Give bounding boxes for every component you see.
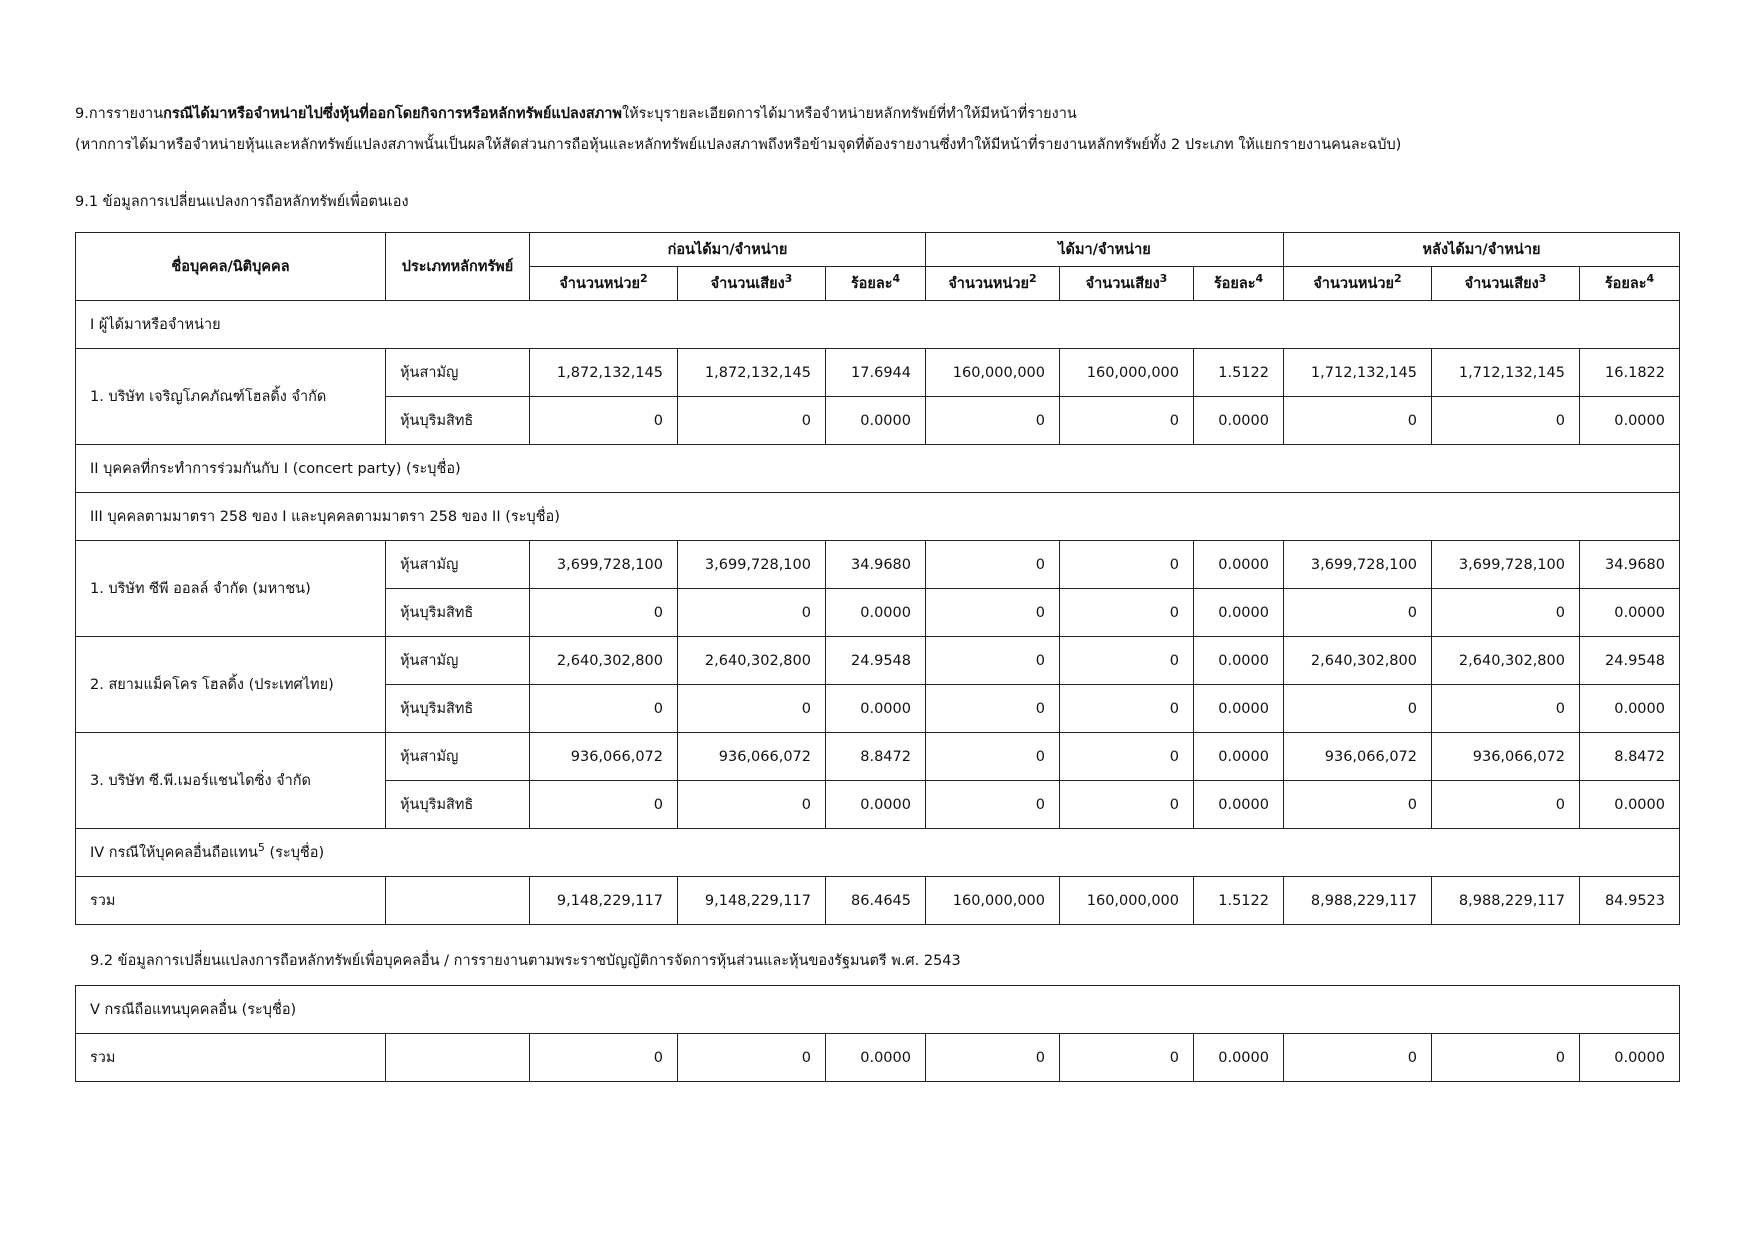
value-cell: 3,699,728,100 [1432,541,1580,589]
value-cell: 0 [678,781,826,829]
holder-name: 1. บริษัท เจริญโภคภัณฑ์โฮลดิ้ง จำกัด [76,349,386,445]
header-type: ประเภทหลักทรัพย์ [386,233,530,301]
intro-bold: กรณีได้มาหรือจำหน่ายไปซึ่งหุ้นที่ออกโดยกิจการหรือหลักทรัพย์แปลงสภาพ [163,106,622,122]
value-cell: 0 [678,685,826,733]
value-cell: 160,000,000 [1060,877,1194,925]
intro-line-2: (หากการได้มาหรือจำหน่ายหุ้นและหลักทรัพย์แปลงสภาพนั้นเป็นผลให้สัดส่วนการถือหุ้นและหลักทรัพย์แปลงสภาพถึงหรือข้ามจุดที่ต้องรายงานซึ่งทำให้มีหน้าที่รายงานหลักทรัพย์ทั้ง 2 ประเภท ให้แยกรายงานคนละฉบับ) [75,137,1402,153]
value-cell: 0 [1060,541,1194,589]
value-cell: 0 [926,685,1060,733]
value-cell: 0.0000 [826,781,926,829]
value-cell: 3,699,728,100 [530,541,678,589]
value-cell: 1,712,132,145 [1284,349,1432,397]
value-cell: 0 [530,1034,678,1082]
value-cell: 0 [1060,637,1194,685]
value-cell: 0.0000 [1580,589,1680,637]
value-cell: 1,872,132,145 [678,349,826,397]
holder-name: 2. สยามแม็คโคร โฮลดิ้ง (ประเทศไทย) [76,637,386,733]
value-cell: 0 [678,1034,826,1082]
security-type: หุ้นสามัญ [386,733,530,781]
table-row [76,541,1680,589]
value-cell: 0 [1284,589,1432,637]
value-cell: 0 [1284,1034,1432,1082]
value-cell: 9,148,229,117 [530,877,678,925]
total-row [76,877,1680,925]
total-row [76,1034,1680,1082]
value-cell: 1.5122 [1194,349,1284,397]
value-cell: 0 [1284,685,1432,733]
holdings-table [75,232,1680,925]
value-cell: 0 [1284,781,1432,829]
value-cell: 0 [1284,397,1432,445]
value-cell: 0.0000 [1194,781,1284,829]
value-cell: 8.8472 [1580,733,1680,781]
value-cell: 3,699,728,100 [1284,541,1432,589]
holder-name: 3. บริษัท ซี.พี.เมอร์แชนไดซิ่ง จำกัด [76,733,386,829]
section-9-1-title: 9.1 ข้อมูลการเปลี่ยนแปลงการถือหลักทรัพย์เพื่อตนเอง [75,194,409,210]
value-cell: 936,066,072 [678,733,826,781]
value-cell: 0.0000 [1194,637,1284,685]
value-cell: 2,640,302,800 [1432,637,1580,685]
value-cell: 0 [1060,397,1194,445]
value-cell: 0.0000 [1580,781,1680,829]
value-cell: 0.0000 [1194,733,1284,781]
value-cell: 0 [678,397,826,445]
value-cell: 0 [530,781,678,829]
value-cell: 936,066,072 [1284,733,1432,781]
table-row [76,637,1680,685]
header-name: ชื่อบุคคล/นิติบุคคล [76,233,386,301]
value-cell: 9,148,229,117 [678,877,826,925]
value-cell: 0 [1432,1034,1580,1082]
proxy-holdings-table [75,985,1680,1082]
value-cell: 0.0000 [826,589,926,637]
value-cell: 16.1822 [1580,349,1680,397]
section-row-ii: II บุคคลที่กระทำการร่วมกันกับ I (concert party) (ระบุชื่อ) [76,445,1680,493]
value-cell: 936,066,072 [1432,733,1580,781]
value-cell: 0.0000 [826,397,926,445]
value-cell: 34.9680 [826,541,926,589]
holder-name: 1. บริษัท ซีพี ออลล์ จำกัด (มหาชน) [76,541,386,637]
value-cell: 2,640,302,800 [678,637,826,685]
value-cell: 0.0000 [1194,397,1284,445]
value-cell: 84.9523 [1580,877,1680,925]
table-row [76,349,1680,397]
header-pct: ร้อยละ$^4$ [1580,267,1680,301]
section-row-iv: IV กรณีให้บุคคลอื่นถือแทน$^5$ (ระบุชื่อ) [76,829,1680,877]
value-cell: 0 [926,397,1060,445]
value-cell: 24.9548 [1580,637,1680,685]
value-cell: 1,872,132,145 [530,349,678,397]
value-cell: 160,000,000 [926,877,1060,925]
total-label: รวม [76,877,386,925]
value-cell: 0 [1060,733,1194,781]
value-cell: 0 [530,685,678,733]
value-cell: 0 [1060,1034,1194,1082]
header-votes: จำนวนเสียง$^3$ [1432,267,1580,301]
security-type: หุ้นบุริมสิทธิ [386,397,530,445]
header-before: ก่อนได้มา/จำหน่าย [530,233,926,267]
value-cell: 0 [1432,589,1580,637]
value-cell: 0.0000 [1194,541,1284,589]
header-after: หลังได้มา/จำหน่าย [1284,233,1680,267]
value-cell: 34.9680 [1580,541,1680,589]
value-cell: 160,000,000 [926,349,1060,397]
empty-cell [386,877,530,925]
section-row-iii: III บุคคลตามมาตรา 258 ของ I และบุคคลตามมาตรา 258 ของ II (ระบุชื่อ) [76,493,1680,541]
total-label: รวม [76,1034,386,1082]
value-cell: 1,712,132,145 [1432,349,1580,397]
header-units: จำนวนหน่วย$^2$ [1284,267,1432,301]
value-cell: 0 [530,589,678,637]
security-type: หุ้นบุริมสิทธิ [386,685,530,733]
intro-line-1 [75,102,1077,125]
header-units: จำนวนหน่วย$^2$ [926,267,1060,301]
value-cell: 0 [1432,781,1580,829]
value-cell: 0.0000 [1580,397,1680,445]
value-cell: 0 [1432,397,1580,445]
value-cell: 0 [1432,685,1580,733]
security-type: หุ้นสามัญ [386,637,530,685]
value-cell: 0 [1060,589,1194,637]
value-cell: 8.8472 [826,733,926,781]
value-cell: 8,988,229,117 [1432,877,1580,925]
section-9-2-title: 9.2 ข้อมูลการเปลี่ยนแปลงการถือหลักทรัพย์เพื่อบุคคลอื่น / การรายงานตามพระราชบัญญัติการจัดการหุ้นส่วนและหุ้นของรัฐมนตรี พ.ศ. 2543 [90,953,961,969]
value-cell: 0 [926,781,1060,829]
table-row [76,733,1680,781]
header-votes: จำนวนเสียง$^3$ [678,267,826,301]
value-cell: 0.0000 [826,685,926,733]
value-cell: 2,640,302,800 [1284,637,1432,685]
value-cell: 0 [926,541,1060,589]
value-cell: 0 [926,733,1060,781]
value-cell: 1.5122 [1194,877,1284,925]
header-pct: ร้อยละ$^4$ [826,267,926,301]
empty-cell [386,1034,530,1082]
security-type: หุ้นบุริมสิทธิ [386,589,530,637]
section-row-v: V กรณีถือแทนบุคคลอื่น (ระบุชื่อ) [76,986,1680,1034]
header-units: จำนวนหน่วย$^2$ [530,267,678,301]
section-row-i: I ผู้ได้มาหรือจำหน่าย [76,301,1680,349]
value-cell: 3,699,728,100 [678,541,826,589]
header-votes: จำนวนเสียง$^3$ [1060,267,1194,301]
value-cell: 2,640,302,800 [530,637,678,685]
value-cell: 0 [926,637,1060,685]
security-type: หุ้นบุริมสิทธิ [386,781,530,829]
value-cell: 17.6944 [826,349,926,397]
value-cell: 0.0000 [1580,1034,1680,1082]
value-cell: 160,000,000 [1060,349,1194,397]
header-pct: ร้อยละ$^4$ [1194,267,1284,301]
value-cell: 0 [1060,685,1194,733]
intro-suffix: ให้ระบุรายละเอียดการได้มาหรือจำหน่ายหลักทรัพย์ที่ทำให้มีหน้าที่รายงาน [621,106,1077,122]
value-cell: 0 [926,1034,1060,1082]
value-cell: 24.9548 [826,637,926,685]
value-cell: 0 [530,397,678,445]
value-cell: 0.0000 [1194,1034,1284,1082]
value-cell: 0 [1060,781,1194,829]
security-type: หุ้นสามัญ [386,349,530,397]
intro-prefix: 9.การรายงาน [75,106,164,122]
value-cell: 0 [926,589,1060,637]
value-cell: 0.0000 [826,1034,926,1082]
value-cell: 0.0000 [1580,685,1680,733]
value-cell: 8,988,229,117 [1284,877,1432,925]
header-during: ได้มา/จำหน่าย [926,233,1284,267]
value-cell: 86.4645 [826,877,926,925]
value-cell: 936,066,072 [530,733,678,781]
value-cell: 0 [678,589,826,637]
value-cell: 0.0000 [1194,685,1284,733]
security-type: หุ้นสามัญ [386,541,530,589]
value-cell: 0.0000 [1194,589,1284,637]
